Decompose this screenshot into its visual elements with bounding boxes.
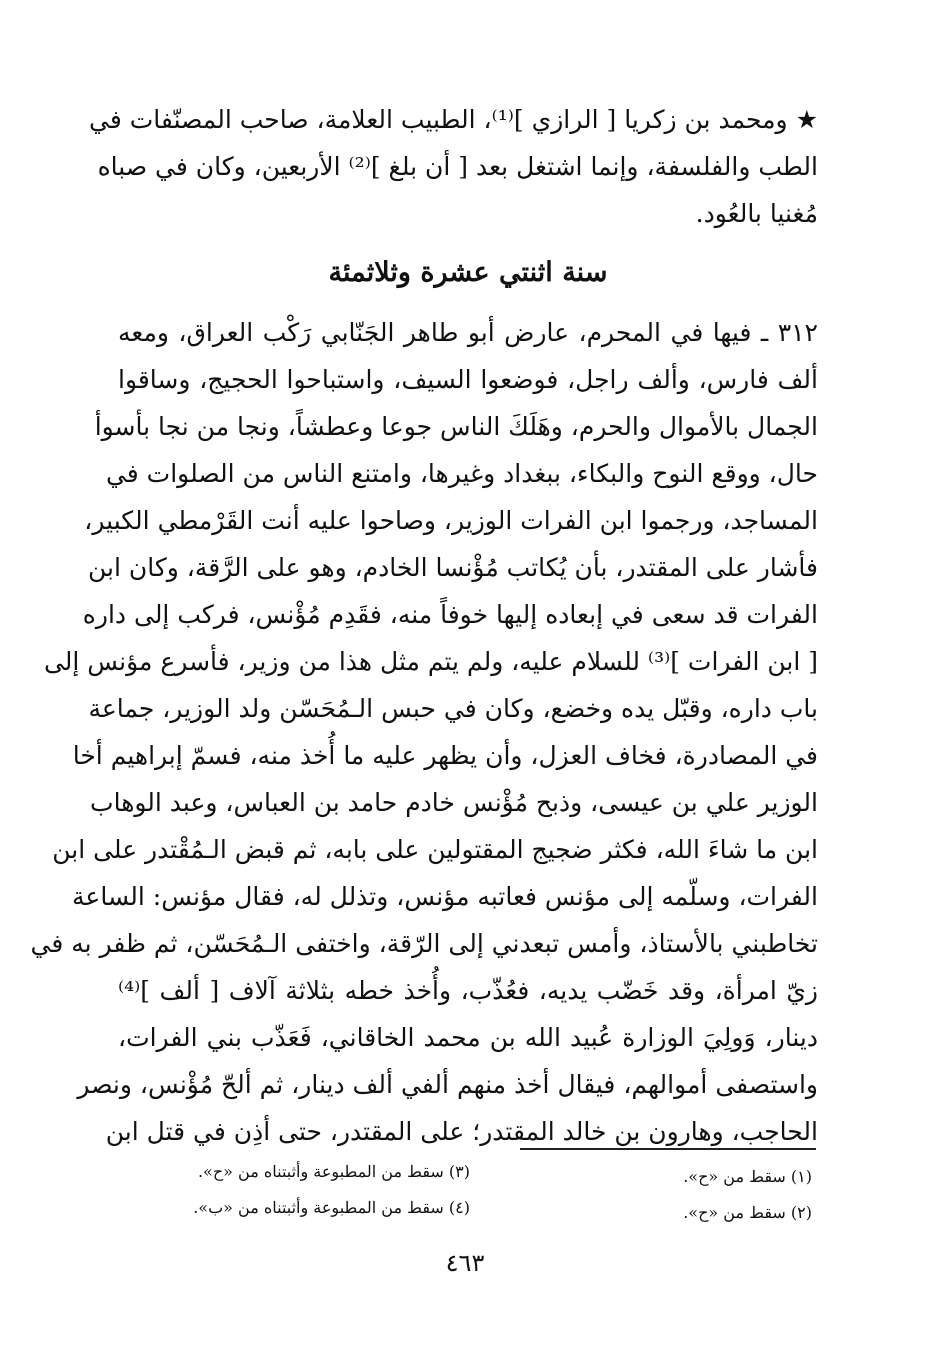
text-line: الجمال بالأموال والحرم، وهَلَكَ الناس جوعا وعطشاً، ونجا من نجا بأسوأ [94, 412, 818, 441]
text-line: ابن ما شاءَ الله، فكثر ضجيج المقتولين على بابه، ثم قبض الـمُقْتدر على ابن [52, 835, 818, 864]
text-line: تخاطبني بالأستاذ، وأمس تبعدني إلى الرّقة، واختفى الـمُحَسّن، ثم ظفر به في [30, 929, 818, 958]
text-line: الوزير علي بن عيسى، وذبح مُؤْنس خادم حامد بن العباس، وعبد الوهاب [90, 788, 818, 817]
text-line: الفرات، وسلّمه إلى مؤنس فعاتبه مؤنس، وتذلل له، فقال مؤنس: الساعة [72, 882, 818, 911]
footnote-2: (٢) سقط من «ح». [683, 1203, 812, 1222]
text-line: الحاجب، وهارون بن خالد المقتدر؛ على المقتدر، حتى أذِن في قتل ابن [105, 1117, 818, 1146]
intro-paragraph [89, 96, 818, 237]
text-line: زيّ امرأة، وقد خَضّب يديه، فعُذّب، وأُخذ خطه بثلاثة آلاف [ ألف ]⁽⁴⁾ [118, 976, 818, 1005]
text-line: الطب والفلسفة، وإنما اشتغل بعد [ أن بلغ ]⁽²⁾ الأربعين، وكان في صباه [97, 152, 818, 181]
text-line: واستصفى أموالهم، فيقال أخذ منهم ألفي ألف دينار، ثم ألحّ مُؤْنس، ونصر [77, 1070, 818, 1099]
footnote-4: (٤) سقط من المطبوعة وأثبتناه من «ب». [193, 1198, 470, 1217]
text-line: ألف فارس، وألف راجل، فوضعوا السيف، واستباحوا الحجيج، وساقوا [118, 365, 818, 394]
footnote-3: (٣) سقط من المطبوعة وأثبتناه من «ح». [197, 1162, 470, 1181]
main-paragraph [30, 309, 818, 1155]
text-line: [ ابن الفرات ]⁽³⁾ للسلام عليه، ولم يتم مثل هذا من وزير، فأسرع مؤنس إلى [43, 647, 818, 676]
text-line: في المصادرة، فخاف العزل، وأن يظهر عليه ما أُخذ منه، فسمّ إبراهيم أخا [72, 741, 818, 770]
footnote-divider [520, 1148, 816, 1150]
text-line: فأشار على المقتدر، بأن يُكاتب مُؤْنسا الخادم، وهو على الرَّقة، وكان ابن [88, 553, 818, 582]
text-line: مُغنيا بالعُود. [695, 199, 818, 228]
text-line: دينار، وَولِيَ الوزارة عُبيد الله بن محمد الخاقاني، فَعَذّب بني الفرات، [118, 1023, 818, 1052]
section-heading: سنة اثنتي عشرة وثلاثمئة [328, 257, 608, 288]
page-body [30, 96, 818, 1155]
text-line: ★ ومحمد بن زكريا [ الرازي ]⁽¹⁾، الطبيب العلامة، صاحب المصنّفات في [89, 105, 818, 134]
page-number: ٤٦٣ [445, 1249, 485, 1277]
text-line: المساجد، ورجموا ابن الفرات الوزير، وصاحوا عليه أنت القَرْمطي الكبير، [84, 506, 818, 535]
text-line: باب داره، وقبّل يده وخضع، وكان في حبس الـمُحَسّن ولد الوزير، جماعة [88, 694, 818, 723]
text-line: ٣١٢ ـ فيها في المحرم، عارض أبو طاهر الجَنّابي رَكْب العراق، ومعه [118, 318, 818, 347]
text-line: الفرات قد سعى في إبعاده إليها خوفاً منه، فقَدِم مُؤْنس، فركب إلى داره [82, 600, 818, 629]
footnote-1: (١) سقط من «ح». [683, 1167, 812, 1186]
text-line: حال، ووقع النوح والبكاء، ببغداد وغيرها، وامتنع الناس من الصلوات في [105, 459, 818, 488]
